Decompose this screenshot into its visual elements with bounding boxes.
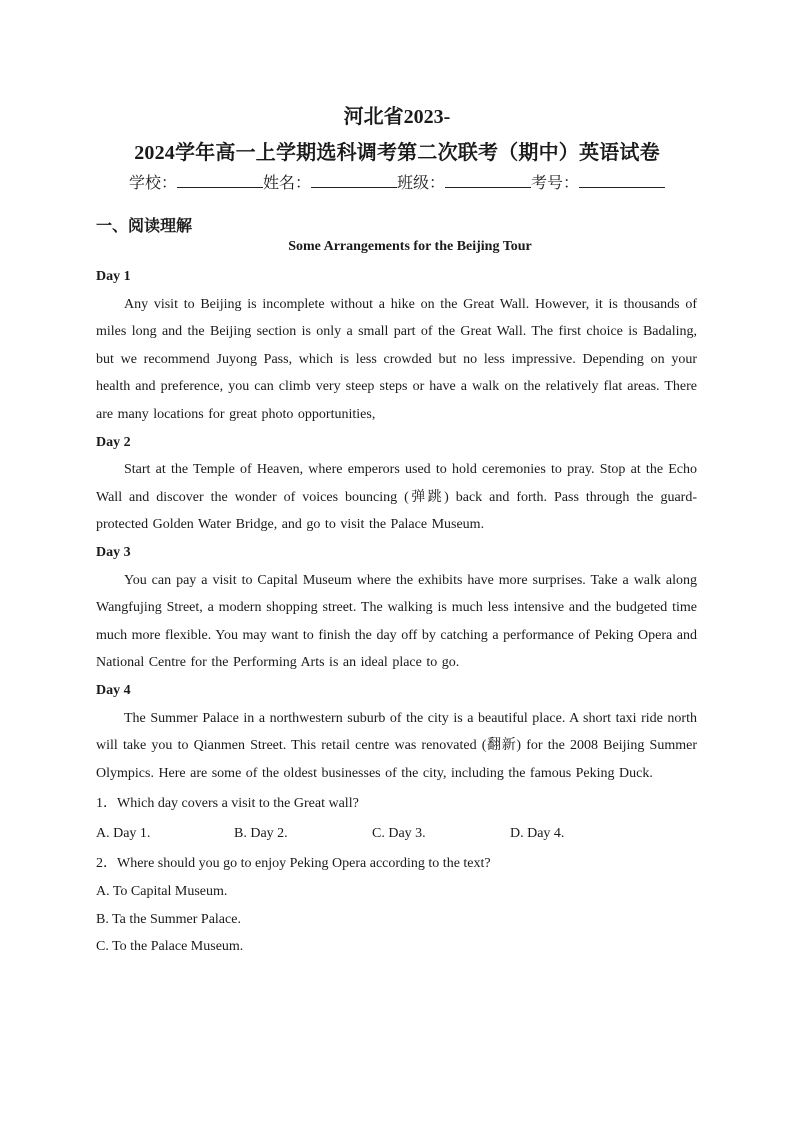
day-1-heading: Day 1 bbox=[96, 269, 131, 284]
day-1-paragraph: Any visit to Beijing is incomplete without a hike on the Great Wall. However, it is thousands of miles long and the Beijing section is only a small part of the Great Wall. The first choice is Badaling, but we recommend Juyong Pass, which is less crowded but no less impressive. Depending on your health and preference, you can climb very steep steps or have a walk on the relatively flat areas. There are many locations for great photo opportunities, bbox=[96, 296, 697, 422]
exam-number-label: 考号： bbox=[531, 175, 580, 192]
passage-title: Some Arrangements for the Beijing Tour bbox=[288, 239, 532, 254]
exam-number-blank bbox=[579, 173, 665, 188]
question-2-option-c: C. To the Palace Museum. bbox=[96, 939, 244, 955]
name-label: 姓名： bbox=[262, 175, 311, 192]
question-2-stem: 2．Where should you go to enjoy Peking Opera according to the text? bbox=[96, 856, 491, 872]
section-heading: 一、阅读理解 bbox=[96, 218, 193, 235]
day-2-heading: Day 2 bbox=[96, 434, 131, 450]
exam-title-line-2: 2024学年高一上学期选科调考第二次联考（期中）英语试卷 bbox=[134, 142, 660, 164]
day-4-heading: Day 4 bbox=[96, 682, 131, 698]
class-blank bbox=[445, 173, 531, 188]
student-info-row bbox=[0, 170, 794, 193]
class-label: 班级： bbox=[397, 175, 446, 192]
name-blank bbox=[311, 173, 397, 188]
passage-body bbox=[96, 263, 697, 961]
question-1-option-a: A. Day 1. bbox=[96, 825, 151, 841]
question-1-option-c: C. Day 3. bbox=[372, 825, 426, 841]
question-2-option-b: B. Ta the Summer Palace. bbox=[96, 911, 241, 927]
school-label: 学校： bbox=[128, 175, 177, 192]
day-3-paragraph: You can pay a visit to Capital Museum where the exhibits have more surprises. Take a walk along Wangfujing Street, a modern shopping street. The walking is much less intensive and the budgeted time much more flexible. You may want to finish the day off by catching a performance of Peking Opera and National Centre for the Performing Arts is an ideal place to go. bbox=[96, 572, 697, 671]
day-2-paragraph: Start at the Temple of Heaven, where emperors used to hold ceremonies to pray. Stop at the Echo Wall and discover the wonder of voices bouncing (弹跳) back and forth. Pass through the guard-protected Golden Water Bridge, and go to visit the Palace Museum. bbox=[96, 462, 697, 533]
day-4-paragraph: The Summer Palace in a northwestern suburb of the city is a beautiful place. A short taxi ride north will take you to Qianmen Street. This retail centre was renovated (翻新) for the 2008 Beijing Summer Olympics. Here are some of the oldest businesses of the city, including the famous Peking Duck. bbox=[96, 710, 697, 781]
question-1-option-d: D. Day 4. bbox=[510, 825, 565, 841]
school-blank bbox=[177, 173, 263, 188]
exam-title-line-1: 河北省2023- bbox=[343, 106, 451, 128]
question-1-options bbox=[96, 820, 697, 848]
question-2-option-a: A. To Capital Museum. bbox=[96, 884, 228, 900]
question-1-option-b: B. Day 2. bbox=[234, 825, 288, 841]
question-1-stem: 1．Which day covers a visit to the Great wall? bbox=[96, 796, 359, 812]
day-3-heading: Day 3 bbox=[96, 544, 131, 560]
